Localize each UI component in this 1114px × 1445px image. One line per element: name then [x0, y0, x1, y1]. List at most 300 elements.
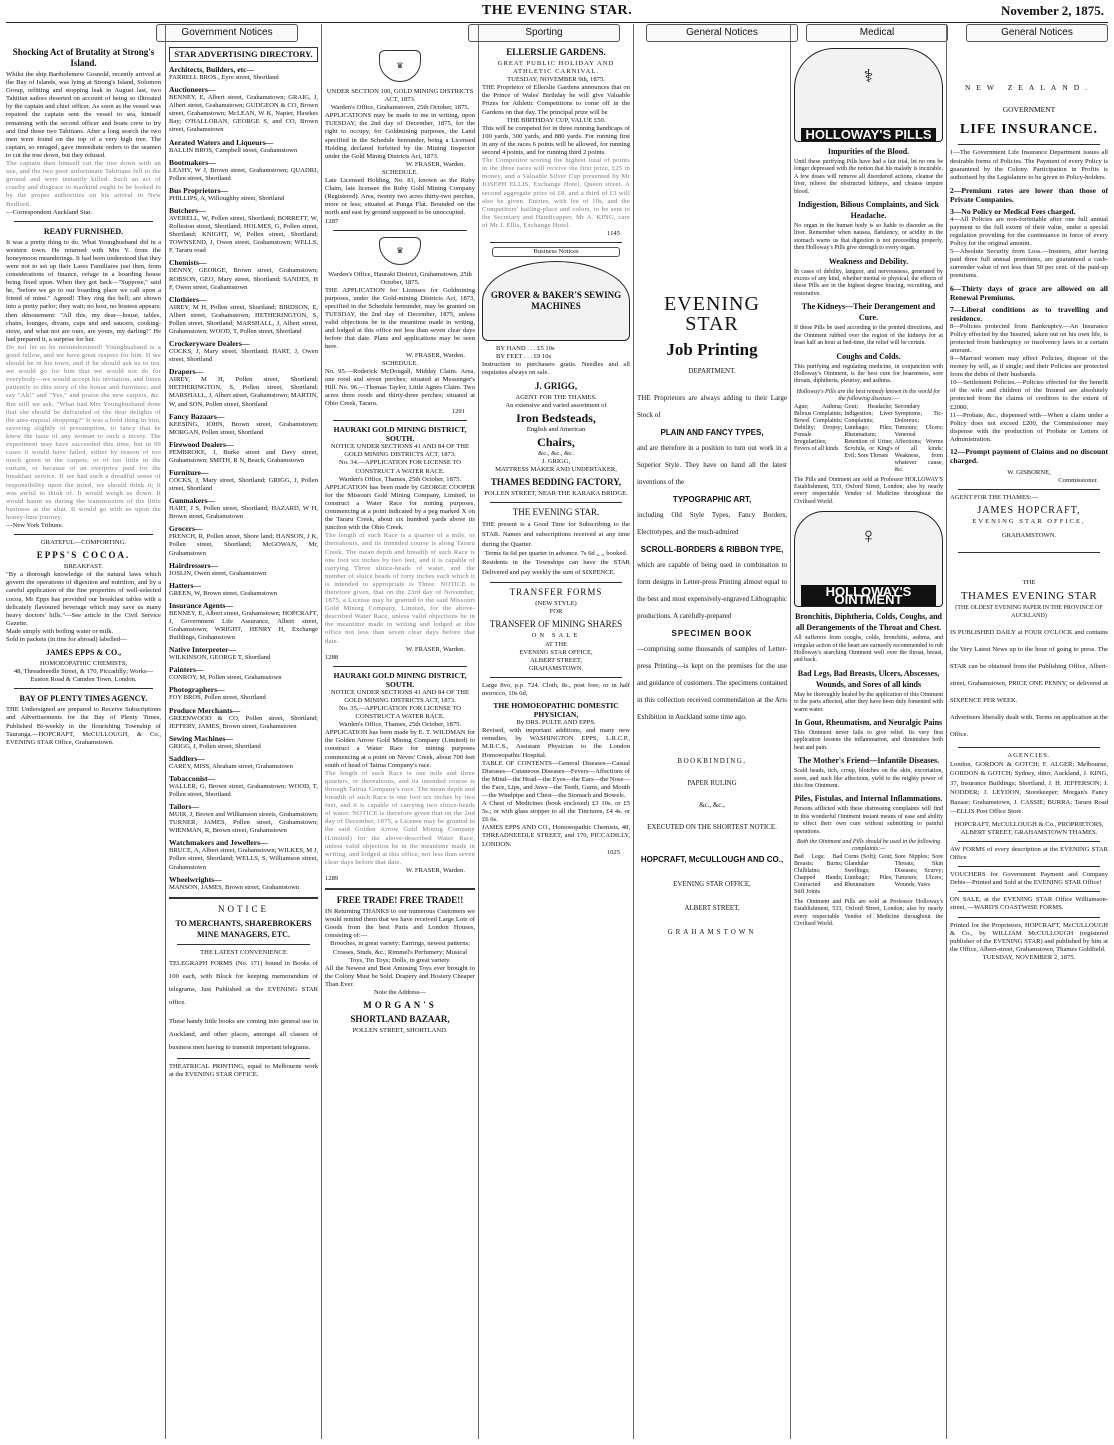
nz-heading: NEW ZEALAND.	[964, 83, 1094, 92]
directory-names: BENNEY, E, Albert street, Grahamstown; HOPCRAFT, J, Government Life Assurance, Albert street, Grahamstown; WRIGHT, HENRY H, Exchange Buildings, Grahamstown	[169, 609, 318, 642]
crest-icon: ♛	[379, 50, 421, 82]
bookbinding: BOOKBINDING,	[677, 757, 747, 765]
cocoa-made: Made simply with boiling water or milk.	[6, 627, 114, 635]
mother-text: Scald heads, itch, croup, blotches on the skin, excoriation, sores, and such like affections, yield to the mighty power of this fine Ointment.	[794, 768, 943, 790]
column-6	[794, 44, 943, 1439]
price-hand: BY HAND . . . £5 10s	[496, 345, 555, 353]
directory-names: MUIR, J, Brown and Williamson streets, Grahamstown; TURNER, JAMES, Pollen street, Grahamstown; WIENMAN, R, Brown street, Grahamstown	[169, 811, 318, 835]
directory-trade: Fancy Bazaars—	[169, 411, 225, 421]
job-intro: THE Proprietors are always adding to their Large Stock of	[637, 394, 787, 419]
section-sporting: Sporting	[468, 24, 620, 42]
directory-names: MANSON, JAMES, Brown street, Grahamstown	[169, 883, 300, 891]
directory-names: HART, J S, Pollen street, Shortland; HAZARD, W H, Brown street, Grahamstown	[169, 505, 318, 521]
bedding-factory: THAMES BEDDING FACTORY,	[490, 477, 622, 488]
spacer	[950, 44, 1108, 84]
hauraki2-title: HAURAKI GOLD MINING DISTRICT, SOUTH.	[333, 670, 467, 689]
policy-1: 1—The Government Life Insurance Department issues all desirable forms of Policies. The Payment of every Policy is guaranteed by the Colony. Participation in Profits is authorised by the Legislature to be given to Policy-holders.	[950, 149, 1108, 182]
column-rule	[633, 24, 634, 1439]
directory-names: FOY BROS, Pollen street, Shortland	[169, 694, 266, 702]
directory-names: GREEN, W, Brown street, Grahamstown	[169, 589, 278, 597]
ointment-banner: HOLLOWAY'S OINTMENT	[801, 585, 936, 606]
proprietors-address: ALBERT STREET, GRAHAMSTOWN THAMES.	[960, 828, 1098, 836]
policy-12: 12—Prompt payment of Claims and no discount charged.	[950, 446, 1108, 465]
schedule-heading: SCHEDULE.	[381, 168, 419, 176]
directory-names: KEESING, JOHN, Brown street, Grahamstown; MORGAN, Pollen street, Shortland	[169, 420, 318, 436]
column-rule	[165, 24, 166, 1439]
directory-names: FARRELL BROS., Eyre street, Shortland	[169, 74, 279, 81]
book-title: THE HOMOEOPATHIC DOMESTIC PHYSICIAN,	[493, 701, 619, 720]
at-the: AT THE	[544, 640, 568, 648]
plain-fancy-types: PLAIN AND FANCY TYPES,	[660, 428, 764, 437]
office-name: EVENING STAR OFFICE,	[519, 648, 593, 656]
tes-title: THAMES EVENING STAR	[960, 589, 1098, 602]
piles-text: Persons afflicted with these distressing complaints will find in this wonderful Ointment instant means of ease and ability to effect their own cure without submitting to painful operations.	[794, 806, 943, 835]
transfer-of: TRANSFER OF MINING SHARES	[489, 619, 623, 630]
cup-continuation: The Competitor scoring the highest total of points in the three races will receive the first prize, £25 in money, and a Valuable Silver Cup presented by Mr JOSEPH ELLIS, Exchange Hotel, Queen street. A second aggregate prize of £8, and a third of £3 will also be given. Entries, with fee of 10s, and the Competitors' hailing-place and colors, to be sent to the Secretary and Handicapper, Mr A. KING, care of Mr J. Ellis, Exchange Hotel.	[482, 157, 630, 229]
bay-title: BAY OF PLENTY TIMES AGENCY.	[19, 694, 148, 704]
num1: 1287	[325, 217, 339, 225]
directory-names: COCKS, J, Mary street, Shortland; HART, J, Owen street, Shortland	[169, 348, 318, 364]
policy-2: 2—Premium rates are lower than those of Private Companies.	[950, 185, 1108, 204]
app34-text: APPLICATION has been made by GEORGE COOPER for the Missouri Gold Mining Company, Limited, to construct a Water Race for mining purposes, commencing at a point indicated by a peg marked X on the Tararu Creek, about six hundred yards above its junction with the Ohio Creek.	[325, 483, 475, 532]
etc-line: &c., &c.,	[699, 801, 725, 809]
piles-title: Piles, Fistulas, and Internal Inflammations.	[794, 794, 943, 804]
directory-trade: Hatters—	[169, 580, 202, 590]
residents-text: Residents in the Townships can have the STAR Delivered and pay weekly the sum of SIXPENCE.	[482, 559, 630, 577]
cocoa-sub: BREAKFAST.	[63, 563, 104, 571]
app35-title: No. 35.—APPLICATION FOR LICENSE TO CONSTRUCT A WATER RACE.	[338, 705, 462, 721]
column-rule	[946, 24, 947, 1439]
directory-trade: Bus Proprietors—	[169, 185, 229, 195]
hauraki1-sub: NOTICE UNDER SECTIONS 41 AND 84 OF THE GOLD MINING DISTRICTS ACT, 1873.	[330, 443, 470, 459]
book-firm: JAMES EPPS AND CO., Homoeopathic Chemists, 48, THREADNEEDLE STREET, and 170, PICCADILLY, LONDON.	[482, 824, 630, 848]
coughs-title: Coughs and Colds.	[836, 351, 901, 361]
holiday-date: TUESDAY, NOVEMBER 9th, 1875.	[507, 76, 605, 84]
scroll-text: which are capable of being used in combination to form designs in Letter-press Printing almost equal to the best and most expensively-engraved Lithographic productions. A carefully-prepared	[637, 561, 787, 620]
job-printing: Job Printing	[666, 340, 758, 359]
story-text: Whilst the ship Bartholemew Gosnold, recently arrived at the Bay of Islands, was lying at Strong's Island, Solomon Group, refitting and stopping leak in August last, two Tahitian sailors deserted on account of being so illtreated by the captain and chief officer. As soon as the vessel was repaired the captain sent the vessel to sea, himself remaining with the second officer and boats crew to try and find those two Tahitians. After a long search the two men were found on the top of a very high tree. The captain, so enraged, gave immediate orders to the seamen to cut the tree down, but they refused.	[6, 71, 161, 159]
transfer-title: TRANSFER FORMS	[509, 587, 603, 598]
free-trade-note: All the Newest and Best Amusing Toys ever brought to the Colony Must be Sold. Drapery and Hosiery Cheaper Than Ever.	[325, 964, 475, 988]
column-rule	[478, 24, 479, 1439]
masthead-date: November 2, 1875.	[1000, 3, 1104, 18]
divider	[958, 144, 1100, 145]
notice1-office: Warden's Office, Grahamstown, 25th October, 1875.	[330, 104, 470, 112]
directory-trade: Native Interpreter—	[169, 645, 237, 655]
notice-to: TO MERCHANTS, SHAREBROKERS MINE MANAGERS, ETC.	[175, 918, 312, 939]
section-government-notices: Government Notices	[156, 24, 298, 42]
free-trade-text: IN Returning THANKS to our numerous Customers we would remind them that we have received Large Lots of Goods from the best Paris and London Houses, consisting of:—	[325, 908, 475, 940]
gardens-text: THE Proprietor of Ellerslie Gardens announces that on the Prince of Wales' Birthday he will give Valuable Prizes for Athletic Competitions to come off in the Gardens on that day. The principal prize will be	[482, 84, 630, 116]
job-star: EVENING STAR	[664, 293, 760, 335]
latest-text: TELEGRAPH FORMS (No. 171) bound in Books of 100 each, with Block for keeping memorandum of telegrams, Just Published at the EVENING STAR office.	[169, 959, 318, 1006]
notice1-sig: W. FRASER, Warden.	[406, 160, 465, 168]
directory-list	[169, 65, 318, 892]
directory-trade: Drapers—	[169, 367, 204, 377]
divider	[958, 891, 1100, 892]
coughs-text: This purifying and regulating medicine, in conjunction with Holloway's Ointment, is the best cure for hoarseness, sore throats, diphtheria, pleurisy, and asthma.	[794, 363, 943, 385]
masthead	[6, 0, 1108, 23]
divider	[490, 502, 622, 503]
policy-10: 10—Settlement Policies.—Policies effected for the benefit of the wife and children of the Insured are absolutely protected from the claims of creditors to the extent of £2000.	[950, 379, 1108, 411]
free-trade-items: Brooches, in great variety; Earrings, newest patterns; Crosses, Studs, &c.; Rimmel's Perfumery; Musical Toys, Tin Toys; Dolls, in great variety.	[330, 940, 470, 964]
ready-text: It was a pretty thing to do. What Younghusband did in a western town. He returned with Mrs Y. from the honeymoon meanderings. It had been understood that they were not to set up their Lares Familiares just then, from considerations of finance, refuge in a boarding house being fixed upon. When they got back—"Suppose," said he, "before we go to our boarding place we call upon a friend of mine." Agreed! They ring the bell; are shown into a pretty parlor; they wait; no host, no hostess appears; then dénouement: "All this, my dear—house, tables, chairs, lounges, divans, cups and and saucers, cooking-stove, and what not are ours, are yours, my darling!" He had prepared it, a surprise for her.	[6, 238, 161, 343]
tes-oldest: (THE OLDEST EVENING PAPER IN THE PROVINCE OF AUCKLAND)	[955, 604, 1103, 619]
imprint: Printed for the Proprietors, HOPCRAFT, McCULLOUGH & Co., by WILLIAM McCULLOUGH (registered publisher of the EVENING STAR) and published by him at the Office, Albert-street, Grahamstown, Thames Goldfield.	[950, 921, 1108, 953]
divider	[325, 888, 475, 890]
english-american: English and American	[526, 425, 586, 433]
notice2-sig: W. FRASER, Warden.	[406, 351, 465, 359]
instruction-text: Instruction to purchasers gratis. Needles and all requisites always on sale.	[482, 361, 630, 377]
directory-names: GREENWOOD & CO, Pollen street, Shortland; JEFFERY, JAMES, Brown street, Grahamstown	[169, 714, 318, 730]
directory-trade: Saddlers—	[169, 753, 205, 763]
figure-icon: ♀	[860, 523, 877, 549]
bazaar-name: SHORTLAND BAZAAR,	[350, 1014, 450, 1025]
cup-title: THE BIRTHDAY CUP, VALUE £50.	[506, 116, 606, 124]
cocoa-text: "By a thorough knowledge of the natural laws which govern the operations of digestion and nutrition, and by a careful application of the fine properties of well-selected cocoa, Mr Epps has provided our breakfast tables with a delicately flavoured beverage which may save us many heavy doctors' bills."—See article in the Civil Service Gazette.	[6, 571, 161, 627]
divider	[958, 917, 1100, 918]
cup-num: 1145	[607, 229, 620, 237]
directory-trade: Chemists—	[169, 258, 207, 268]
seal-icon: ⚕	[863, 66, 874, 86]
book-intro: Large 8vo, p.p. 724. Cloth, 8s., post free; or in half morocco, 10s 6d,	[482, 681, 630, 698]
specimen-text: —comprising some thousands of samples of Letter-press Printing—is kept on the premises for the use and guidance of customers. The specimens contained in this collection received commendation at the Arts Exhibition in Auckland some time ago.	[637, 645, 787, 721]
column-7	[950, 44, 1108, 1439]
notice1-title: UNDER SECTION 100, GOLD MINING DISTRICTS ACT, 1873.	[326, 88, 474, 104]
directory-trade: Auctioneers—	[169, 85, 216, 95]
directory-trade: Insurance Agents—	[169, 600, 233, 610]
notice2-text: THE APPLICATION for Licenses for Goldmining purposes, under the Gold-mining Districts Act, 1873, specified in the Schedule hereunder, may be granted on TUESDAY, the 2nd day of December, 1875, unless valid objections be in the meantime made in writing, and lodged at this office not less than seven clear days before that date. Plans and applications may be seen here.	[325, 286, 475, 351]
divider	[169, 897, 318, 899]
policy-4: 4—All Policies are non-forfeitable after one full annual payment to the full extent of their value, under a special regulation providing for the continuance in force of every Policy for the original amount.	[950, 215, 1108, 248]
divider	[958, 747, 1100, 748]
divider	[490, 677, 622, 678]
column-3	[325, 44, 475, 1439]
business-header: Business Notices	[492, 247, 620, 257]
agent-title: AGENT FOR THE THAMES.	[515, 393, 597, 401]
law-forms-ad: AW FORMS of every description at the EVENING STAR Office	[950, 846, 1108, 862]
directory-trade: Firewood Dealers—	[169, 439, 234, 449]
app34-sig: W. FRASER, Warden.	[406, 645, 465, 653]
section-headers	[6, 24, 1108, 42]
badlegs-text: May be thoroughly healed by the application of this Ointment to the parts affected, after they have been duly fomented with warm water.	[794, 691, 943, 713]
directory-trade: Clothiers—	[169, 294, 207, 304]
column-2	[169, 44, 318, 1439]
complaint-col-1: Bad Legs; Bad Breasts; Burns; Chilblains; Chapped Hands; Contracted and Stiff Joints	[794, 853, 843, 895]
ointment-logo	[794, 511, 943, 607]
ready-title: READY FURNISHED.	[43, 226, 124, 236]
book-chest: A Chest of Medicines (book enclosed) £3 10s. or £5 5s.; or with glass stopper to all the Tinctures, £4 4s. or £6 6s.	[482, 800, 630, 824]
ready-credit: —New York Tribune.	[6, 521, 64, 529]
divider	[958, 841, 1100, 842]
directory-trade: Furniture—	[169, 468, 209, 477]
bronchitis-text: All sufferers from coughs, colds, bronchitis, asthma, and irregular action of the heart are earnestly recommended to rub Holloway's searching Ointment well over the throat, breast, and back.	[794, 635, 943, 664]
directory-trade: Hairdressers—	[169, 560, 219, 570]
job-position: and are therefore in a position to turn out work in a Superior Style. They have on hand all the latest inventions of the	[637, 444, 787, 486]
bazaar-addr: POLLEN STREET, SHORTLAND.	[352, 1027, 448, 1035]
directory-names: DENNY, GEORGE, Brown street, Grahamstown; ROBSON, GEO, Mary street, Shortland; SANDES, H F, Owen street, Grahamstown	[169, 267, 318, 291]
directory-names: AVERELL, W, Pollen street, Shortland; BORRETT, W, Rolleston street, Shortland; HOLMES, G, Pollen street, Shortland; KNIGHT, W, Pollen street, Shortland; TOWNSEND, J, Owen street, Grahamstown; WELLS, F, Tararu road	[169, 214, 318, 255]
directory-names: AIREY, M H, Pollen street, Shortland; HETHERINGTON, S, Pollen street, Shortland; MARSHALL, J, Albert street, Grahamstown; MARTIN, W, and SON, Pollen street, Shortland	[169, 376, 318, 408]
pills-logo	[794, 48, 943, 142]
imprint-date: TUESDAY, NOVEMBER 2, 1875.	[982, 953, 1076, 961]
price-feet: BY FEET . . . £9 10s	[496, 353, 552, 361]
cocoa-sold: Sold in packets (in tins for abroad) labelled—	[6, 636, 127, 643]
proprietors: HOPCRAFT, McCULLOUGH & Co., PROPRIETORS,	[954, 820, 1104, 828]
sold-text: The Pills and Ointment are sold at Professor HOLLOWAY'S Establishment, 533, Oxford Street, London; also by nearly every respectable Vendor of Medicine throughout the Civilised World.	[794, 476, 943, 505]
terms-text: Terms 6s 6d per quarter in advance. 7s 6d ,, ,, booked.	[484, 550, 628, 558]
directory-names: FRENCH, R, Pollen street, Shore land; HANSON, J K, Pollen street, Shortland; McGOWAN, Mr, Grahamstown	[169, 533, 318, 557]
tes-the: THE	[1022, 579, 1036, 587]
disease-table	[794, 404, 943, 474]
mattress-maker: MATTRESS MAKER AND UNDERTAKER,	[495, 466, 617, 473]
directory-trade: Aerated Waters and Liqueurs—	[169, 137, 274, 147]
directory-trade: Butchers—	[169, 205, 206, 215]
complaint-table	[794, 854, 943, 896]
divider	[333, 230, 467, 231]
complaint-col-3: Sore Nipples; Sore Throats; Skin Diseases; Scurvy; Tumours; Ulcers; Wounds; Yaws	[894, 853, 943, 888]
agent-name: JAMES HOPCRAFT,	[977, 505, 1081, 517]
directory-trade: Tailors—	[169, 802, 200, 812]
impurities-title: Impurities of the Blood.	[827, 147, 910, 156]
directory-names: PEMBROKE, J, Burke street and Davy street, Grahamstown; SMITH, R N, Beach, Grahamstown	[169, 448, 318, 464]
sewing-machine-logo: GROVER & BAKER'S SEWING MACHINES	[482, 261, 630, 341]
office-town: GRAHAMSTOWN.	[528, 664, 584, 672]
badlegs-title: Bad Legs, Bad Breasts, Ulcers, Abscesses, Wounds, and Sores of all kinds	[797, 668, 940, 689]
typographic-art: TYPOGRAPHIC ART,	[672, 495, 752, 504]
directory-trade: Architects, Builders, etc—	[169, 65, 255, 74]
firm-name: HOPCRAFT, McCULLOUGH AND CO.,	[640, 855, 784, 864]
spacer	[950, 557, 1108, 579]
job-including: including Old Style Types, Fancy Borders, Electrotypes, and the much-admired	[637, 511, 787, 536]
directory-names: LEAHY, W J, Brown street, Grahamstown; QUADRI, Pollen street, Shortland	[169, 166, 318, 182]
etc-line: &c., &c., &c.	[538, 449, 574, 457]
app35-sig: W. FRASER, Warden.	[406, 866, 465, 874]
spacer	[637, 726, 787, 756]
grigg-name-2: J. GRIGG,	[541, 457, 571, 465]
indigestion-text: No organ in the human body is so liable to disorder as the liver. Remember when nausea, flatulency, or acidity in the stomach warns us that digestion is not proceeding properly, then Holloway's Pills give strength to every organ.	[794, 223, 943, 252]
list-title: Holloway's Pills are the best remedy known in the world for the following diseases:—	[796, 388, 941, 403]
divider	[490, 242, 622, 243]
indigestion-title: Indigestion, Bilious Complaints, and Sick Headache.	[798, 200, 939, 221]
chairs: Chairs,	[537, 434, 575, 449]
app34-continuation: The length of such Race is a quarter of a mile, or thereabouts, and its intended course is along Tararu Creek. The mean depth and breadth of such Race is one foot six inches by two feet, and it is capable of carrying Three sluice-heads of water, and the number of sluice heads of forty inches each which it is intended to appropriate is Three. NOTICE is therefore given, that on the 23rd day of November, 1875, a License may be granted to the said Missouri Gold Mining Company, Limited, for the above-described Water Race, unless valid objections be in the meantime made in writing and lodged at this office not less than seven clear days before that date.	[325, 532, 475, 645]
transfer-style: (NEW STYLE)	[535, 600, 577, 608]
divider	[177, 1058, 310, 1059]
disease-col-3: Secondary Symptoms; Tic-Doloreux; Tumours; Ulcers; Venereal Affections; Worms of all kinds; Weakness, from whatever cause, &c.	[894, 403, 943, 473]
coastwise-ad: ON SALE, at the EVENING STAR Office Williamson-street, —WARD'S COASTWISE FORMS.	[950, 896, 1108, 912]
app35-text: APPLICATION has been made by E. T. WILDMAN for the Golden Arrow Gold Mining Company (Limited) to construct a Water Race for mining purposes commencing at a point on Neves' Creek, about 700 feet south of head of Tairua Company's race.	[325, 729, 475, 769]
office-street: ALBERT STREET,	[529, 656, 583, 664]
story-title: Shocking Act of Brutality at Strong's Island.	[12, 47, 155, 68]
agent-office: EVENING STAR OFFICE,	[972, 518, 1086, 526]
firm-street: ALBERT STREET,	[684, 904, 740, 912]
weakness-title: Weakness and Debility.	[828, 256, 909, 266]
directory-names: GRIGG, J, Pollen street, Shortland	[169, 742, 261, 750]
masthead-title: THE EVENING STAR.	[481, 3, 633, 18]
divider	[958, 552, 1100, 553]
directory-trade: Produce Merchants—	[169, 705, 241, 715]
evening-star-title: THE EVENING STAR.	[512, 507, 600, 518]
directory-trade: Photographers—	[169, 685, 225, 695]
directory-trade: Gunmakers—	[169, 496, 215, 506]
directory-trade: Sewing Machines—	[169, 733, 233, 743]
hauraki2-sub: NOTICE UNDER SECTIONS 41 AND 84 OF THE GOLD MINING DISTRICTS ACT, 1873.	[330, 688, 470, 704]
notice-heading: NOTICE	[218, 903, 269, 914]
weakness-text: In cases of debility, languor, and nervousness, generated by excess of any kind, whether mental or physical, the effects of these Pills are in the highest degree bracing, recruiting, and restorative.	[794, 268, 943, 297]
directory-names: BENNEY, E, Albert street, Grahamstown; GRAIG, J, Albert street, Grahamstown; GUDGEON & CO, Brown street, Grahamstown; McLEAN, W K, Napier, Hawkes Bay; O'HALLORAN, GEORGE S, and CO, Brown street, Grahamstown	[169, 94, 318, 134]
directory-title: STAR ADVERTISING DIRECTORY.	[169, 47, 318, 62]
transfer-for: FOR	[549, 608, 563, 616]
firm-town: GRAHAMSTOWN	[667, 928, 757, 936]
policy-6: 6—Thirty days of grace are allowed on all Renewal Premiums.	[950, 283, 1108, 302]
column-rule	[321, 24, 322, 1439]
book-num: 1025	[606, 848, 620, 856]
tes-advertisers: Advertisers liberally dealt with. Terms on application at the Office.	[950, 713, 1108, 738]
directory-names: WALLER, G, Brown street, Grahamstown; WOOD, T, Pollen street, Shortland	[169, 782, 318, 798]
directory-trade: Crockeryware Dealers—	[169, 339, 250, 349]
kidneys-text: If these Pills be used according to the printed directions, and the Ointment rubbed over the region of the kidneys for at least half an hour at bed-time, the relief will be certain.	[794, 325, 943, 347]
free-trade-title: FREE TRADE! FREE TRADE!!	[336, 895, 464, 906]
directory-names: BRUCE, A, Albert street, Grahamstown; WILKES, M J, Pollen street, Shortland; WELLS, S, Williamson street, Grahamstown	[169, 847, 318, 871]
app35-office: Warden's Office, Thames, 25th October, 1875.	[338, 721, 462, 729]
on-sale: ON SALE	[531, 632, 581, 640]
sold-text-2: The Ointment and Pills are sold at Professor Holloway's Establishment, 533, Oxford Street, London; also by nearly every respectable Vendor of Medicine throughout the Civilised World.	[794, 898, 943, 928]
gardens-title: ELLERSLIE GARDENS.	[506, 47, 606, 57]
column-5	[637, 44, 787, 1439]
morgan-name: MORGAN'S	[363, 1000, 437, 1011]
cocoa-addr: 48, Threadneedle Street, & 170, Piccadilly; Works—Euston Road & Camden Town, London.	[13, 668, 154, 684]
cocoa-firm: JAMES EPPS & CO.,	[45, 648, 122, 658]
vouchers-ad: VOUCHERS for Government Payment and Company Debts—Printed and Sold at the EVENING STAR Office!	[950, 871, 1108, 887]
kidneys-title: The Kidneys—Their Derangement and Cure.	[801, 302, 936, 323]
holiday-title: GREAT PUBLIC HOLIDAY AND ATHLETIC CARNIVAL.	[497, 60, 615, 76]
hauraki1-title: HAURAKI GOLD MINING DISTRICT, SOUTH.	[333, 425, 467, 444]
iron-bedsteads: Iron Bedsteads,	[516, 410, 596, 425]
both-title: Both the Ointment and Pills should be used in the following complaints:—	[796, 839, 941, 853]
gout-text: This Ointment never fails to give relief. Its very first application lessens the inflammation, and diminishes both heat and pain.	[794, 730, 943, 751]
grigg-name: J. GRIGG,	[534, 380, 578, 391]
agent-label: AGENT FOR THE THAMES:—	[950, 494, 1039, 502]
scroll-borders: SCROLL-BORDERS & RIBBON TYPE,	[640, 545, 784, 554]
agencies-text: London, GORDON & GOTCH; F. ALGER; Melbourne, GORDON & GOTCH; Sydney, ditto; Auckland, J. KING, 37, Insurance Buildings; Shortland, J. H. JEFFERSON; J. NODDER; J. LEYDON, Storekeeper; Morgan's Fancy Bazaar; Grahamstown, J. CASSIE; BURRA; Tararu Road—ELLIS Post Office Store.	[950, 760, 1108, 816]
gov-heading: GOVERNMENT	[1002, 105, 1056, 115]
evening-star-text: THE present is a Good Time for Subscribing to the STAR. Names and subscriptions received at any time during the Quarter.	[482, 521, 630, 549]
cocoa-title: GRATEFUL—COMFORTING.	[40, 539, 127, 547]
notice1-text: APPLICATIONS may be made to me in writing, upon TUESDAY, the 2nd day of December, 1875, for the right to occupy, for Goldmining purposes, the Land specified in the Schedule hereunder, being a Licensed Holding declared forfeited by the Mining Inspector under the Gold Mining Districts Act, 1873.	[325, 112, 475, 160]
schedule-text: Late Licensed Holding, No. 81, known as the Ruby Claim, late licensee the Ruby Gold Mining Company (Registered). Area, twenty two acres thirty-two perches, more or less; situated at Punga Flat. Bounded on the north and east by ground supposed to be unoccupied.	[325, 177, 475, 217]
factory-address: POLLEN STREET, NEAR THE KARAKA BRIDGE.	[484, 490, 628, 498]
book-contents: TABLE OF CONTENTS—General Diseases—Casual Diseases—Cutaneous Diseases—Fevers—Affections of the Mind—the Head—the Eyes—the Ears—the Nose—the Face, Lips, and Jaws—the Teeth, Gums, and Mouth—the Windpipe and Chest—the Stomach and Bowels.	[482, 759, 630, 799]
num3: 1288	[325, 653, 339, 661]
pills-banner: HOLLOWAY'S PILLS	[801, 128, 936, 141]
policy-11: 11—Probate, &c., dispensed with—When a claim under a Policy does not exceed £200, the Commissioner may dispense with the production of Probate or Letters of Administration.	[950, 411, 1108, 443]
divider	[490, 582, 622, 583]
directory-trade: Wheelwrights—	[169, 874, 222, 884]
book-by: By DRS. PULTE AND EPPS.	[516, 719, 596, 727]
theatrical-text: THEATRICAL PRINTING, equal to Melbourne work at the EVENING STAR OFFICE.	[169, 1062, 318, 1078]
directory-names: AIREY, M H, Pollen street, Shortland; BIRDSON, E, Albert street, Grahamstown; HETHERINGTON, S, Pollen street, Shortland; MARSHALL, J, Albert street, Grahamstown; WOOD, T, Pollen street, Shortland	[169, 303, 318, 335]
schedule2-text: No. 95.—Roderick McDougall, Midday Claim. Area, one rood and seven perches; situated at Messenger's Hill. No. 96.—Thomas Taylor, Little Agnes Claim. Two acres three roods and thirty-three perches; situated at Ohio Creek, Tararu.	[325, 367, 475, 408]
divider	[14, 688, 153, 689]
divider	[958, 489, 1100, 490]
mother-title: The Mother's Friend—Infantile Diseases.	[797, 756, 940, 766]
story-credit: —Correspondent Auckland Star.	[6, 208, 92, 216]
divider	[333, 420, 467, 421]
section-general-notices-2: General Notices	[966, 24, 1108, 42]
directory-names: COCKS, J, Mary street, Shortland; GRIGG, J, Pollen street, Shortland	[169, 477, 318, 493]
ready-continuation: Do not let us be misunderstood! Younghusband is a good fellow, and we have great respect for him. If we should be in his town, and if he should ask us to tea, we would go for him that we would not do for everybody—we would accept his invitation, and listen patiently to this story of the house and furniture; and say "Ah!" and "Yes," and praise the new carpets, &c. But still we ask, "What had Mrs Younghusband done that she should be defrauded of the dear delights of the ante-nuptial shopping?" It was a bold thing in him, savoring slightly of presumption, to fancy that he knew the taste of any woman to such a nicety. The experiment may have succeeded this time, but in 99 cases it would have failed, either by reason of too much green in the carpets, or of too little in the curtain, or because of an overprice paid for the breakfast service. If we had such a dreadful sense of responsibility upon the mind, we should think it; it was awful to think of. It would weigh us down. It would haunt us during the transmission of the little business at the altar. It would go with us upon the honey-lune journey.	[6, 343, 161, 521]
bronchitis-title: Bronchitis, Diphtheria, Colds, Coughs, and all Derangements of the Throat and Chest.	[795, 612, 942, 633]
app34-title: No. 34.—APPLICATION FOR LICENSE TO CONSTRUCT A WATER RACE.	[338, 459, 462, 475]
executed: EXECUTED ON THE SHORTEST NOTICE.	[647, 823, 777, 831]
assortment-text: An extensive and varied assortment of	[505, 401, 607, 409]
section-general-notices: General Notices	[646, 24, 798, 42]
directory-names: CAREY, MISS, Abraham street, Grahamstown	[169, 762, 293, 770]
divider	[958, 866, 1100, 867]
commissioner-title: Commissioner.	[1058, 477, 1098, 485]
gout-title: In Gout, Rheumatism, and Neuralgic Pains	[794, 718, 943, 727]
cup-text: This will be competed for in three running handicaps of 100 yards, 300 yards, and 880 yards. For running first in any of the races 6 points will be allowed, for running second 4 points, and for running third 2 points.	[482, 124, 630, 157]
directory-trade: Grocers—	[169, 524, 203, 534]
spacer	[637, 44, 787, 294]
directory-trade: Tobacconist—	[169, 773, 216, 783]
divider	[14, 221, 153, 222]
policy-9: 9—Married women may effect Policies, dispose of the money by will, as if single; and their Policies are protected from the debts of their husbands.	[950, 354, 1108, 379]
policy-8: 8—Policies protected from Bankruptcy.—An Insurance Policy effected by the Insured, taken out on his own life, is protected from bankruptcy or insolvency laws to a certain amount.	[950, 322, 1108, 354]
directory-names: CONROY, M, Pollen street, Grahamstown	[169, 674, 282, 682]
bay-text: THE Undersigned are prepared to Receive Subscriptions and Advertisements for the Bay of Plenty Times, Published Bi-weekly in the flourishing Township of Tauranga.—HOPCRAFT, McCULLOUGH, & Co., EVENING STAR Office, Grahamstown.	[6, 706, 161, 746]
section-medical: Medical	[806, 24, 948, 42]
divider	[333, 666, 467, 667]
directory-names: WILKINSON, GEORGE T, Shortland	[169, 654, 271, 662]
firm-office: EVENING STAR OFFICE,	[673, 880, 751, 888]
divider	[14, 534, 153, 535]
directory-trade: Watchmakers and Jewellers—	[169, 838, 268, 848]
commissioner-name: W. GISBORNE,	[1007, 468, 1051, 476]
tes-published: IS PUBLISHED DAILY at FOUR O'CLOCK and contains the Very Latest News up to the hour of going to press. The STAR can be obtained from the Publishing Office, Albert-street, Grahamstown, PRICE ONE PENNY, or delivered at SIXPENCE PER WEEK.	[950, 628, 1108, 704]
num4: 1289	[325, 874, 339, 882]
schedule2-heading: SCHEDULE.	[381, 359, 419, 367]
impurities-text: Until these purifying Pills have had a fair trial, let no one be longer depressed with the notion that his malady is incurable. A few doses will remove all disordered actions, cleanse the liver, relieve the obstructed kidneys, and cleanse impure blood.	[794, 159, 943, 195]
directory-trade: Bootmakers—	[169, 157, 216, 167]
directory-trade: Painters—	[169, 665, 204, 675]
disease-col-2: Gout; Headache; Indigestion; Liver Complaints; Lumbago; Piles; Rheumatism; Retention of Urine; Scrofula, or King's Evil; Sore Throats	[844, 403, 893, 459]
column-rule	[790, 24, 791, 1439]
life-insurance-heading: LIFE INSURANCE.	[960, 122, 1098, 138]
app34-office: Warden's Office, Thames, 25th October, 1875.	[338, 475, 462, 483]
agencies-heading: AGENCIES.	[1007, 751, 1051, 759]
divider	[177, 944, 310, 945]
cocoa-firm2: HOMOEOPATHIC CHEMISTS,	[39, 660, 128, 668]
policy-7: 7—Liberal conditions as to travelling and residence.	[950, 304, 1108, 323]
handy-text: These handy little books are coming into general use in Auckland, and other places, amongst all classes of business men having to transmit important telegrams.	[169, 1017, 318, 1051]
crest-icon: ♛	[379, 237, 421, 265]
notice2-office: Warden's Office, Hauraki District, Grahamstown, 25th October, 1875.	[328, 270, 472, 286]
directory-names: JOSLIN, Owen street, Grahamstown	[169, 569, 267, 577]
job-dept: DEPARTMENT.	[688, 367, 736, 375]
agent-town: GRAHAMSTOWN.	[1001, 532, 1057, 540]
story-continuation: The captain then himself cut the tree down with an axe, and the two poor unfortunate Tahitians fell to the ground and were instantly killed. Such an act of cruelty and disgrace to mankind ought to be looked to by the proper authorities on his arrival in New Bedford.	[6, 160, 161, 208]
free-trade-address-label: Note the Address—	[373, 989, 426, 996]
paper-ruling: PAPER RULING	[687, 779, 737, 787]
latest-heading: THE LATEST CONVENIENCE	[200, 948, 287, 956]
complaint-col-2: Corns (Soft); Gout; Glandular Swellings; Lumbago; Piles; Rheumatism	[844, 853, 893, 888]
directory-names: BALLIN BROS, Campbell street, Grahamstown	[169, 146, 298, 154]
book-text: Revised, with important additions, and many new remedies, by WASHINGTON EPPS, L.R.C.P., M.R.C.S., Assistant Physician to the London Homoeopathic Hospital.	[482, 727, 630, 759]
column-4	[482, 44, 630, 1439]
app35-continuation: The length of such Race is one mile and three quarters, or thereabouts, and its intended course is through Tairua Company's race. The mean depth and breadth of such Race is one foot six inches by two feet, and it is capable of carrying two sluice-heads of water. NOTICE is therefore given that on the 2nd day of December, 1875, a License may be granted to the said Golden Arrow Gold Mining Company (Limited) for the above-described Water Race, unless valid objection be in the meantime made in writing, and lodged at this office, not less than seven clear days before that date.	[325, 769, 475, 866]
